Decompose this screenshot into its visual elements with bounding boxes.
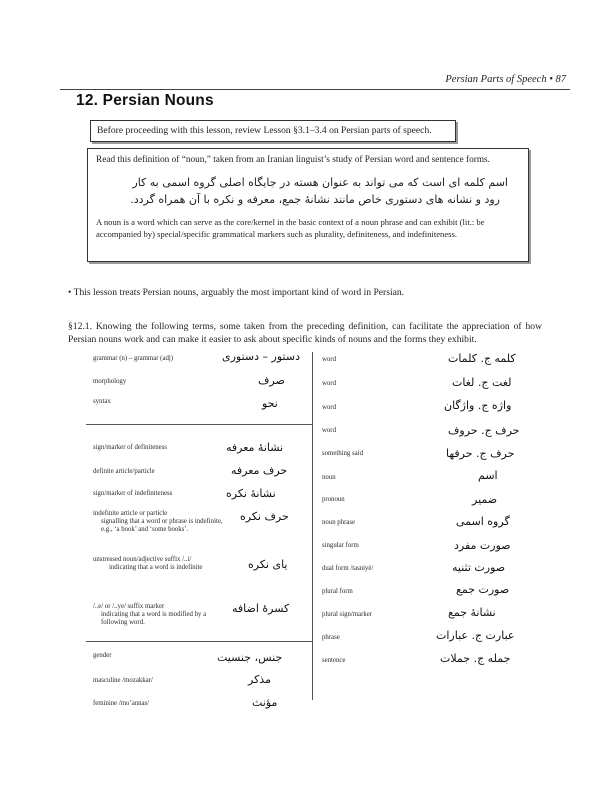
left-term-persian: دستور – دستوری bbox=[222, 350, 300, 363]
right-term-persian: صورت جمع bbox=[456, 583, 510, 596]
left-term-english: definite article/particle bbox=[93, 468, 155, 475]
left-term-english: /..e/ or /..ye/ suffix marker bbox=[93, 603, 165, 610]
column-divider bbox=[312, 352, 313, 700]
right-term-persian: صورت مفرد bbox=[454, 539, 511, 552]
left-term-english: masculine /mozakkar/ bbox=[93, 677, 153, 684]
definition-persian-line-1: اسم کلمه ای است که می تواند به عنوان هسته در جایگاه اصلی گروه اسمی به کار bbox=[132, 176, 508, 189]
right-term-persian: حرف ج. حروف bbox=[448, 424, 520, 437]
right-term-english: noun phrase bbox=[322, 519, 356, 526]
left-term-persian: نحو bbox=[262, 397, 278, 410]
right-term-english: dual form /tasniyé/ bbox=[322, 565, 374, 572]
right-term-persian: واژه ج. واژگان bbox=[444, 399, 512, 412]
left-term-persian: نشانهٔ معرفه bbox=[226, 441, 284, 454]
right-term-persian: صورت تثنیه bbox=[452, 561, 506, 574]
left-term-persian: یای نکره bbox=[248, 558, 288, 571]
right-term-english: word bbox=[322, 356, 336, 363]
header-rule bbox=[60, 89, 570, 90]
section-intro-paragraph: §12.1. Knowing the following terms, some taken from the preceding definition, can facilitate the appreciation of how Persian nouns work and can make it easier to ask about specific kinds of nouns and the forms they exhibit. bbox=[68, 321, 542, 345]
left-term-english: feminine /mo’annas/ bbox=[93, 700, 150, 707]
left-term-description: indicating that a word is modified by a following word. bbox=[101, 611, 207, 626]
right-term-persian: اسم bbox=[478, 469, 498, 482]
right-term-english: plural form bbox=[322, 588, 353, 595]
left-term-persian: صرف bbox=[258, 374, 285, 387]
group-divider bbox=[86, 641, 312, 642]
left-term-english: sign/marker of definiteness bbox=[93, 444, 167, 451]
right-term-english: phrase bbox=[322, 634, 340, 641]
right-term-english: something said bbox=[322, 450, 363, 457]
left-term-persian: جنس، جنسیت bbox=[217, 651, 283, 664]
left-term-persian: مذکر bbox=[248, 673, 271, 686]
left-term-persian: حرف معرفه bbox=[231, 464, 288, 477]
review-note-box bbox=[90, 120, 456, 142]
right-term-persian: جمله ج. جملات bbox=[440, 652, 511, 665]
left-term-description: indicating that a word is indefinite bbox=[109, 564, 203, 571]
lesson-title: 12. Persian Nouns bbox=[76, 92, 214, 109]
right-term-persian: کلمه ج. کلمات bbox=[448, 352, 516, 365]
review-note-text: Before proceeding with this lesson, review Lesson §3.1–3.4 on Persian parts of speech. bbox=[97, 125, 432, 136]
left-term-persian: مؤنث bbox=[252, 696, 278, 709]
right-term-english: word bbox=[322, 427, 336, 434]
right-term-persian: نشانهٔ جمع bbox=[448, 606, 496, 619]
definition-box bbox=[87, 148, 529, 262]
left-term-english: sign/marker of indefiniteness bbox=[93, 490, 173, 497]
right-term-english: singular form bbox=[322, 542, 359, 549]
group-divider bbox=[86, 424, 312, 425]
left-term-english: syntax bbox=[93, 398, 111, 405]
left-term-persian: نشانهٔ نکره bbox=[226, 487, 276, 500]
left-term-persian: حرف نکره bbox=[240, 510, 289, 523]
definition-intro: Read this definition of “noun,” taken from an Iranian linguist’s study of Persian word and sentence forms. bbox=[96, 155, 490, 165]
left-term-english: morphology bbox=[93, 378, 127, 385]
bullet-note: • This lesson treats Persian nouns, arguably the most important kind of word in Persian. bbox=[68, 287, 405, 298]
right-term-english: word bbox=[322, 380, 336, 387]
right-term-persian: ضمیر bbox=[472, 493, 498, 506]
left-term-persian: کسرهٔ اضافه bbox=[232, 602, 290, 615]
right-term-english: sentence bbox=[322, 657, 346, 664]
left-term-description: signalling that a word or phrase is indefinite, e.g., ‘a book’ and ‘some books’. bbox=[101, 518, 223, 533]
right-term-english: noun bbox=[322, 474, 336, 481]
left-term-english: indefinite article or particle bbox=[93, 510, 168, 517]
definition-english: A noun is a word which can serve as the core/kernel in the basic context of a noun phrase and can exhibit (lit.: be accompanied by) special/specific grammatical markers such as plurality, definiteness, and indefiniteness. bbox=[96, 217, 485, 239]
right-term-persian: عبارت ج. عبارات bbox=[436, 629, 515, 642]
right-term-english: pronoun bbox=[322, 496, 345, 503]
right-term-persian: حرف ج. حرفها bbox=[446, 447, 515, 460]
right-term-english: plural sign/marker bbox=[322, 611, 373, 618]
definition-persian-line-2: رود و نشانه های دستوری خاص مانند نشانهٔ جمع، معرفه و نکره با آن همراه گردد. bbox=[130, 193, 500, 206]
right-term-english: word bbox=[322, 404, 336, 411]
running-head: Persian Parts of Speech • 87 bbox=[445, 74, 566, 85]
left-term-english: gender bbox=[93, 652, 112, 659]
left-term-english: unstressed noun/adjective suffix /..i/ bbox=[93, 556, 192, 563]
left-term-english: grammar (n) – grammar (adj) bbox=[93, 355, 174, 362]
right-term-persian: لغت ج. لغات bbox=[452, 376, 512, 389]
right-term-persian: گروه اسمی bbox=[456, 515, 510, 528]
